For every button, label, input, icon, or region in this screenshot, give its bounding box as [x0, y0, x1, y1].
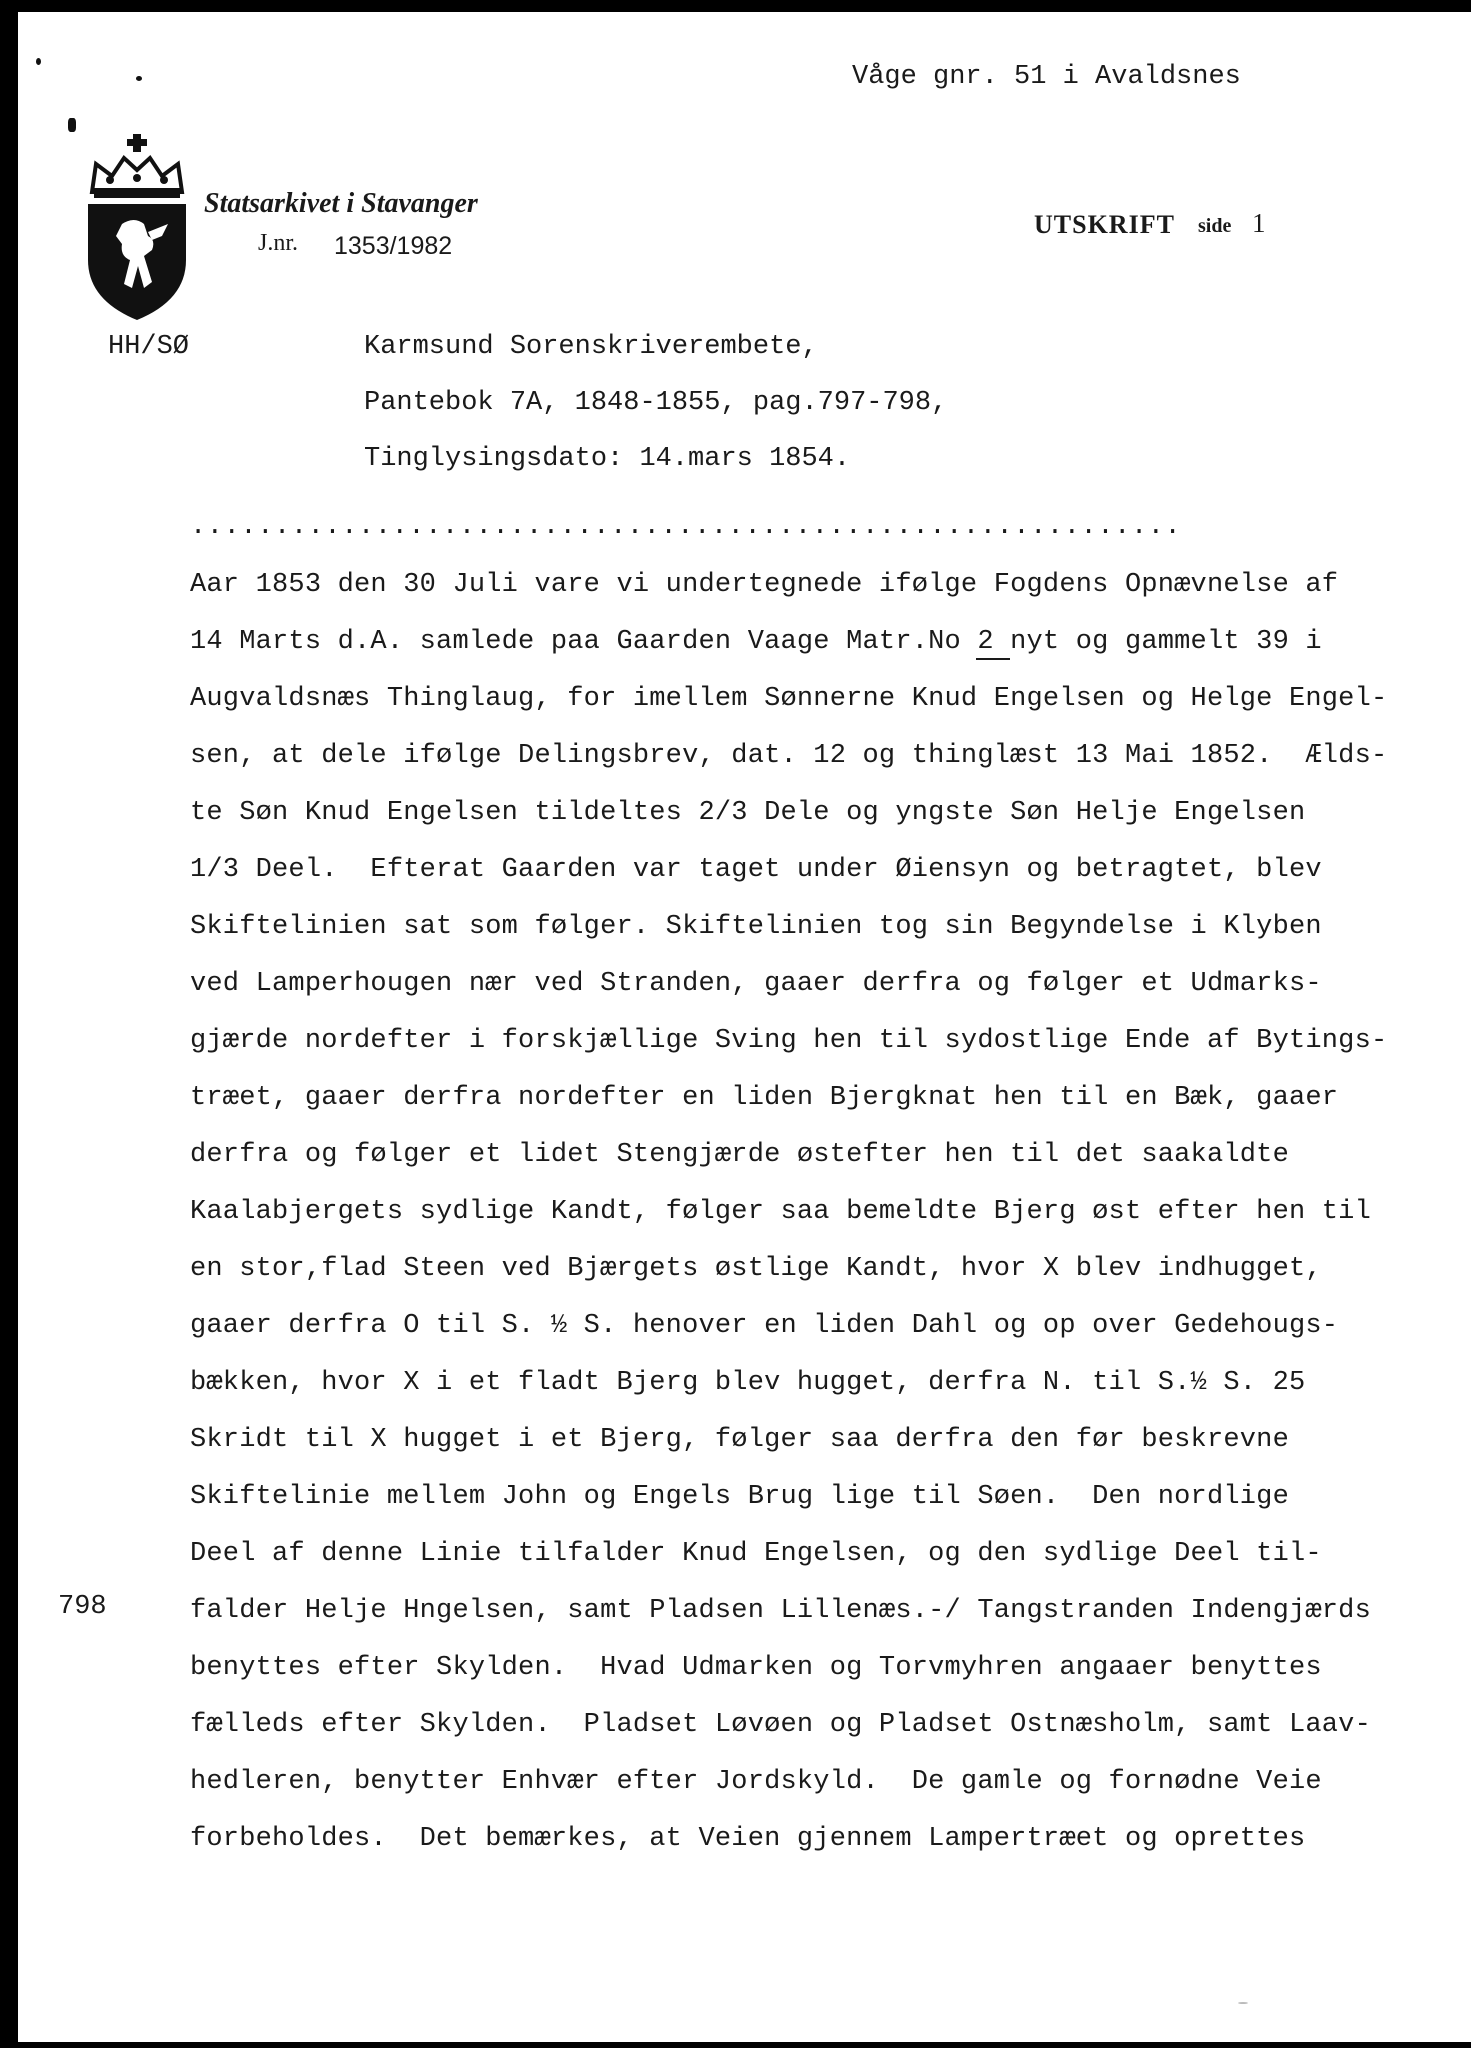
transcription-line: ved Lamperhougen nær ved Stranden, gaaer derfra og følger et Udmarks- — [190, 969, 1322, 999]
side-number: 1 — [1252, 208, 1266, 238]
transcription-line: Skiftelinien sat som følger. Skiftelinien tog sin Begyndelse i Klyben — [190, 912, 1322, 942]
transcription-line: 1/3 Deel. Efterat Gaarden var taget under Øiensyn og betragtet, blev — [190, 855, 1322, 885]
transcription-line: benyttes efter Skylden. Hvad Udmarken og Torvmyhren angaaer benyttes — [190, 1653, 1322, 1683]
transcription-line: Kaalabjergets sydlige Kandt, følger saa bemeldte Bjerg øst efter hen til — [190, 1197, 1371, 1227]
transcription-line: Augvaldsnæs Thinglaug, for imellem Sønnerne Knud Engelsen og Helge Engel- — [190, 684, 1388, 714]
norwegian-coat-of-arms-icon — [82, 132, 192, 322]
transcription-line: en stor,flad Steen ved Bjærgets østlige Kandt, hvor X blev indhugget, — [190, 1254, 1322, 1284]
transcription-line: 14 Marts d.A. samlede paa Gaarden Vaage Matr.No 2 nyt og gammelt 39 i — [190, 627, 1322, 657]
clerk-initials: HH/SØ — [108, 332, 190, 362]
dotted-separator: ........................................................... — [190, 512, 1182, 542]
transcription-line: falder Helje Hngelsen, samt Pladsen Lillenæs.-/ Tangstranden Indengjærds — [190, 1596, 1371, 1626]
location-heading: Våge gnr. 51 i Avaldsnes — [852, 62, 1241, 92]
transcription-line: Skiftelinie mellem John og Engels Brug lige til Søen. Den nordlige — [190, 1482, 1289, 1512]
transcription-line: hedleren, benytter Enhvær efter Jordskyld. De gamle og fornødne Veie — [190, 1767, 1322, 1797]
transcription-line: gjærde nordefter i forskjællige Sving hen til sydostlige Ende af Bytings- — [190, 1026, 1388, 1056]
document-page — [18, 12, 1471, 2042]
transcription-line: gaaer derfra O til S. ½ S. henover en liden Dahl og op over Gedehougs- — [190, 1311, 1339, 1341]
transcription-line: fælleds efter Skylden. Pladset Løvøen og Pladset Ostnæsholm, samt Laav- — [190, 1710, 1371, 1740]
reference-line: Tinglysingsdato: 14.mars 1854. — [364, 444, 851, 474]
scan-speck — [68, 118, 76, 132]
transcription-line: Deel af denne Linie tilfalder Knud Engelsen, og den sydlige Deel til- — [190, 1539, 1322, 1569]
reference-line: Pantebok 7A, 1848-1855, pag.797-798, — [364, 388, 948, 418]
journal-number-value: 1353/1982 — [334, 232, 453, 260]
transcription-line: te Søn Knud Engelsen tildeltes 2/3 Dele og yngste Søn Helje Engelsen — [190, 798, 1306, 828]
transcription-line: derfra og følger et lidet Stengjærde østefter hen til det saakaldte — [190, 1140, 1289, 1170]
scan-speck — [1238, 2002, 1248, 2004]
transcription-line: Skridt til X hugget i et Bjerg, følger saa derfra den før beskrevne — [190, 1425, 1289, 1455]
transcription-line: træet, gaaer derfra nordefter en liden Bjergknat hen til en Bæk, gaaer — [190, 1083, 1339, 1113]
transcription-line: bækken, hvor X i et fladt Bjerg blev hugget, derfra N. til S.½ S. 25 — [190, 1368, 1306, 1398]
utskrift-label: UTSKRIFT — [1034, 210, 1175, 239]
journal-number-label: J.nr. — [258, 230, 299, 256]
abbreviation-underline — [976, 658, 1010, 660]
reference-line: Karmsund Sorenskriverembete, — [364, 332, 818, 362]
scan-speck — [136, 76, 142, 81]
archive-name: Statsarkivet i Stavanger — [204, 188, 478, 219]
scan-speck — [36, 58, 41, 65]
transcription-line: Aar 1853 den 30 Juli vare vi undertegnede ifølge Fogdens Opnævnelse af — [190, 570, 1339, 600]
transcription-line: sen, at dele ifølge Delingsbrev, dat. 12 og thinglæst 13 Mai 1852. Ælds- — [190, 741, 1388, 771]
side-label: side — [1198, 215, 1232, 237]
transcription-line: forbeholdes. Det bemærkes, at Veien gjennem Lampertræet og oprettes — [190, 1824, 1306, 1854]
margin-page-number: 798 — [58, 1592, 107, 1622]
